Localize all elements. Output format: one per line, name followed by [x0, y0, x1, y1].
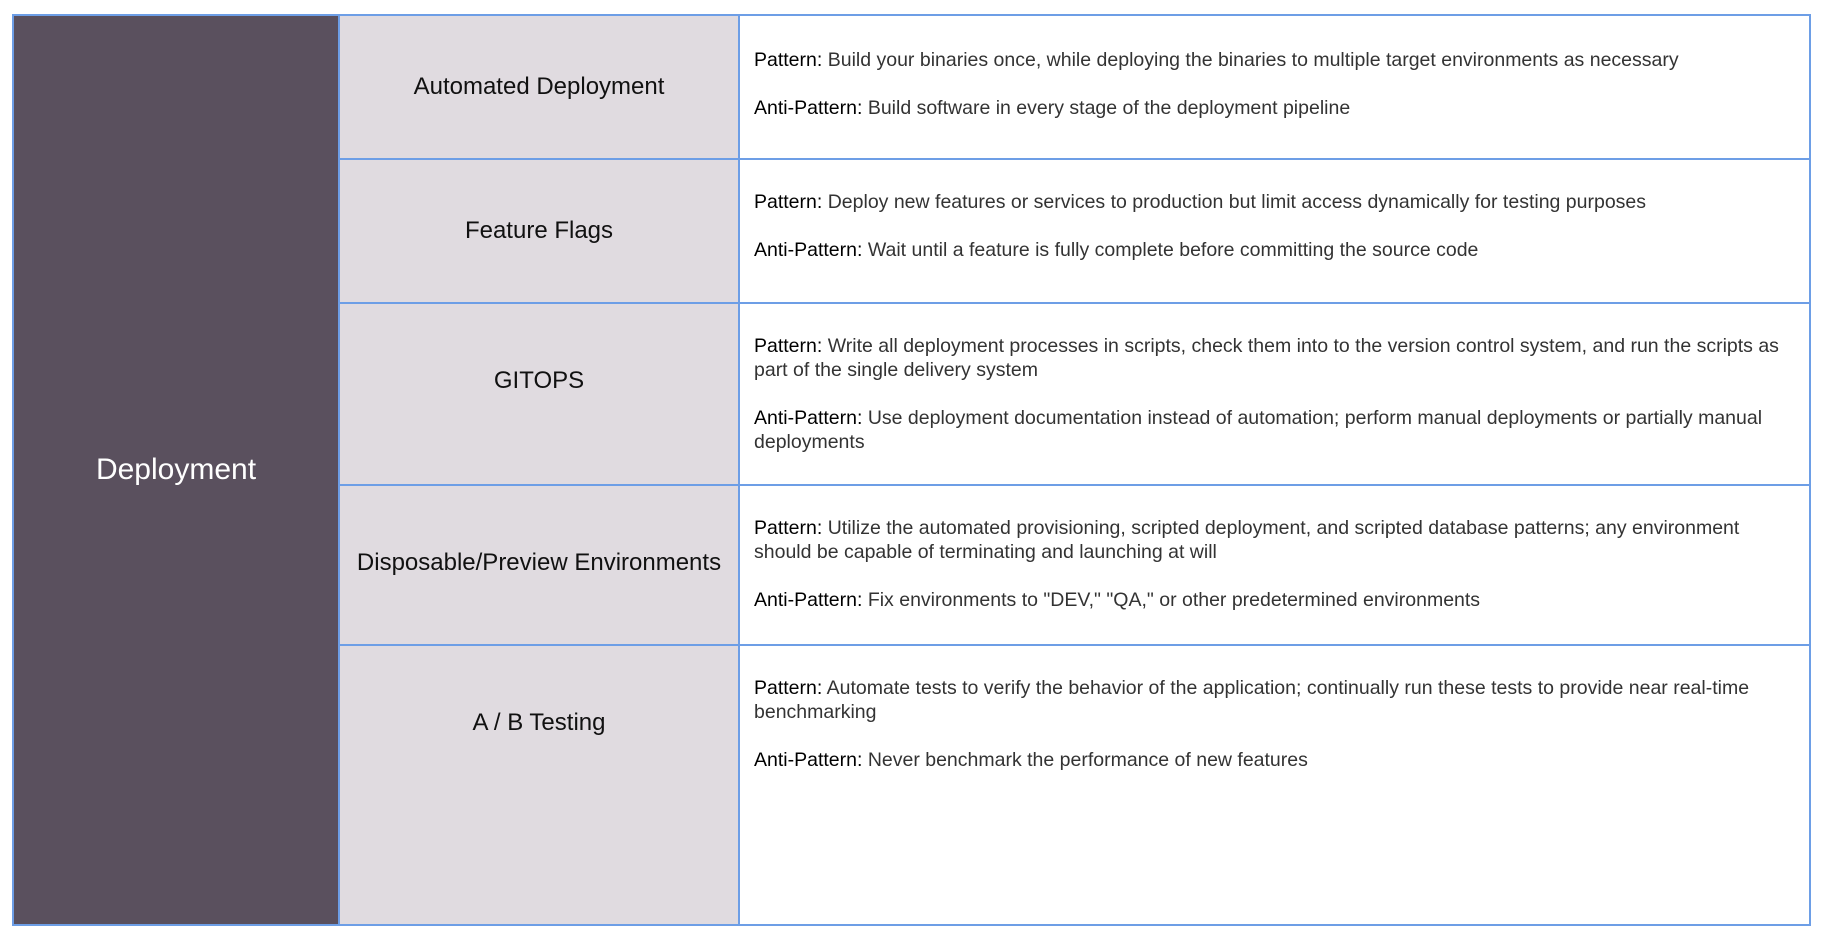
practice-name-cell — [340, 486, 740, 644]
anti-pattern-label: Anti-Pattern: — [754, 749, 863, 771]
anti-pattern-line — [754, 748, 1795, 772]
category-cell — [14, 16, 340, 924]
description-cell — [740, 486, 1809, 644]
table-row — [340, 486, 1809, 646]
description-cell — [740, 160, 1809, 302]
deployment-patterns-table — [12, 14, 1811, 926]
pattern-line — [754, 334, 1795, 382]
pattern-text: Write all deployment processes in scripts, check them into to the version control system, and run the scripts as part of the single delivery system — [754, 335, 1779, 381]
pattern-label: Pattern: — [754, 517, 823, 539]
practice-name: GITOPS — [493, 367, 585, 394]
anti-pattern-line — [754, 406, 1795, 454]
pattern-text: Build your binaries once, while deploying the binaries to multiple target environments as necessary — [827, 49, 1679, 71]
pattern-label: Pattern: — [754, 335, 823, 357]
anti-pattern-label: Anti-Pattern: — [754, 97, 863, 119]
practice-name-cell — [340, 304, 740, 484]
practice-name: Automated Deployment — [413, 73, 665, 100]
table-row — [340, 646, 1809, 924]
anti-pattern-text: Never benchmark the performance of new features — [867, 749, 1308, 771]
practice-name-cell — [340, 160, 740, 302]
pattern-label: Pattern: — [754, 49, 823, 71]
table-row — [340, 16, 1809, 160]
description-cell — [740, 646, 1809, 924]
anti-pattern-text: Fix environments to "DEV," "QA," or other predetermined environments — [867, 589, 1481, 611]
category-label: Deployment — [95, 453, 257, 486]
pattern-line — [754, 48, 1795, 72]
anti-pattern-label: Anti-Pattern: — [754, 239, 863, 261]
pattern-text: Deploy new features or services to production but limit access dynamically for testing purposes — [827, 191, 1647, 213]
description-cell — [740, 16, 1809, 158]
practice-name-cell — [340, 16, 740, 158]
anti-pattern-line — [754, 96, 1795, 120]
practice-name: Disposable/Preview Environments — [356, 549, 722, 576]
pattern-line — [754, 516, 1795, 564]
pattern-text: Automate tests to verify the behavior of the application; continually run these tests to provide near real-time benchmarking — [754, 677, 1750, 723]
table-row — [340, 304, 1809, 486]
anti-pattern-label: Anti-Pattern: — [754, 407, 863, 429]
practice-name-cell — [340, 646, 740, 924]
description-cell — [740, 304, 1809, 484]
anti-pattern-text: Use deployment documentation instead of automation; perform manual deployments or partially manual deployments — [754, 407, 1763, 453]
practice-name: Feature Flags — [464, 217, 614, 244]
table-row — [340, 160, 1809, 304]
pattern-label: Pattern: — [754, 191, 823, 213]
anti-pattern-line — [754, 238, 1795, 262]
anti-pattern-line — [754, 588, 1795, 612]
pattern-line — [754, 676, 1795, 724]
pattern-text: Utilize the automated provisioning, scripted deployment, and scripted database patterns; any environment should be capable of terminating and launching at will — [754, 517, 1740, 563]
anti-pattern-label: Anti-Pattern: — [754, 589, 863, 611]
pattern-line — [754, 190, 1795, 214]
anti-pattern-text: Build software in every stage of the deployment pipeline — [867, 97, 1351, 119]
pattern-label: Pattern: — [754, 677, 823, 699]
anti-pattern-text: Wait until a feature is fully complete before committing the source code — [867, 239, 1479, 261]
practice-name: A / B Testing — [472, 709, 606, 736]
